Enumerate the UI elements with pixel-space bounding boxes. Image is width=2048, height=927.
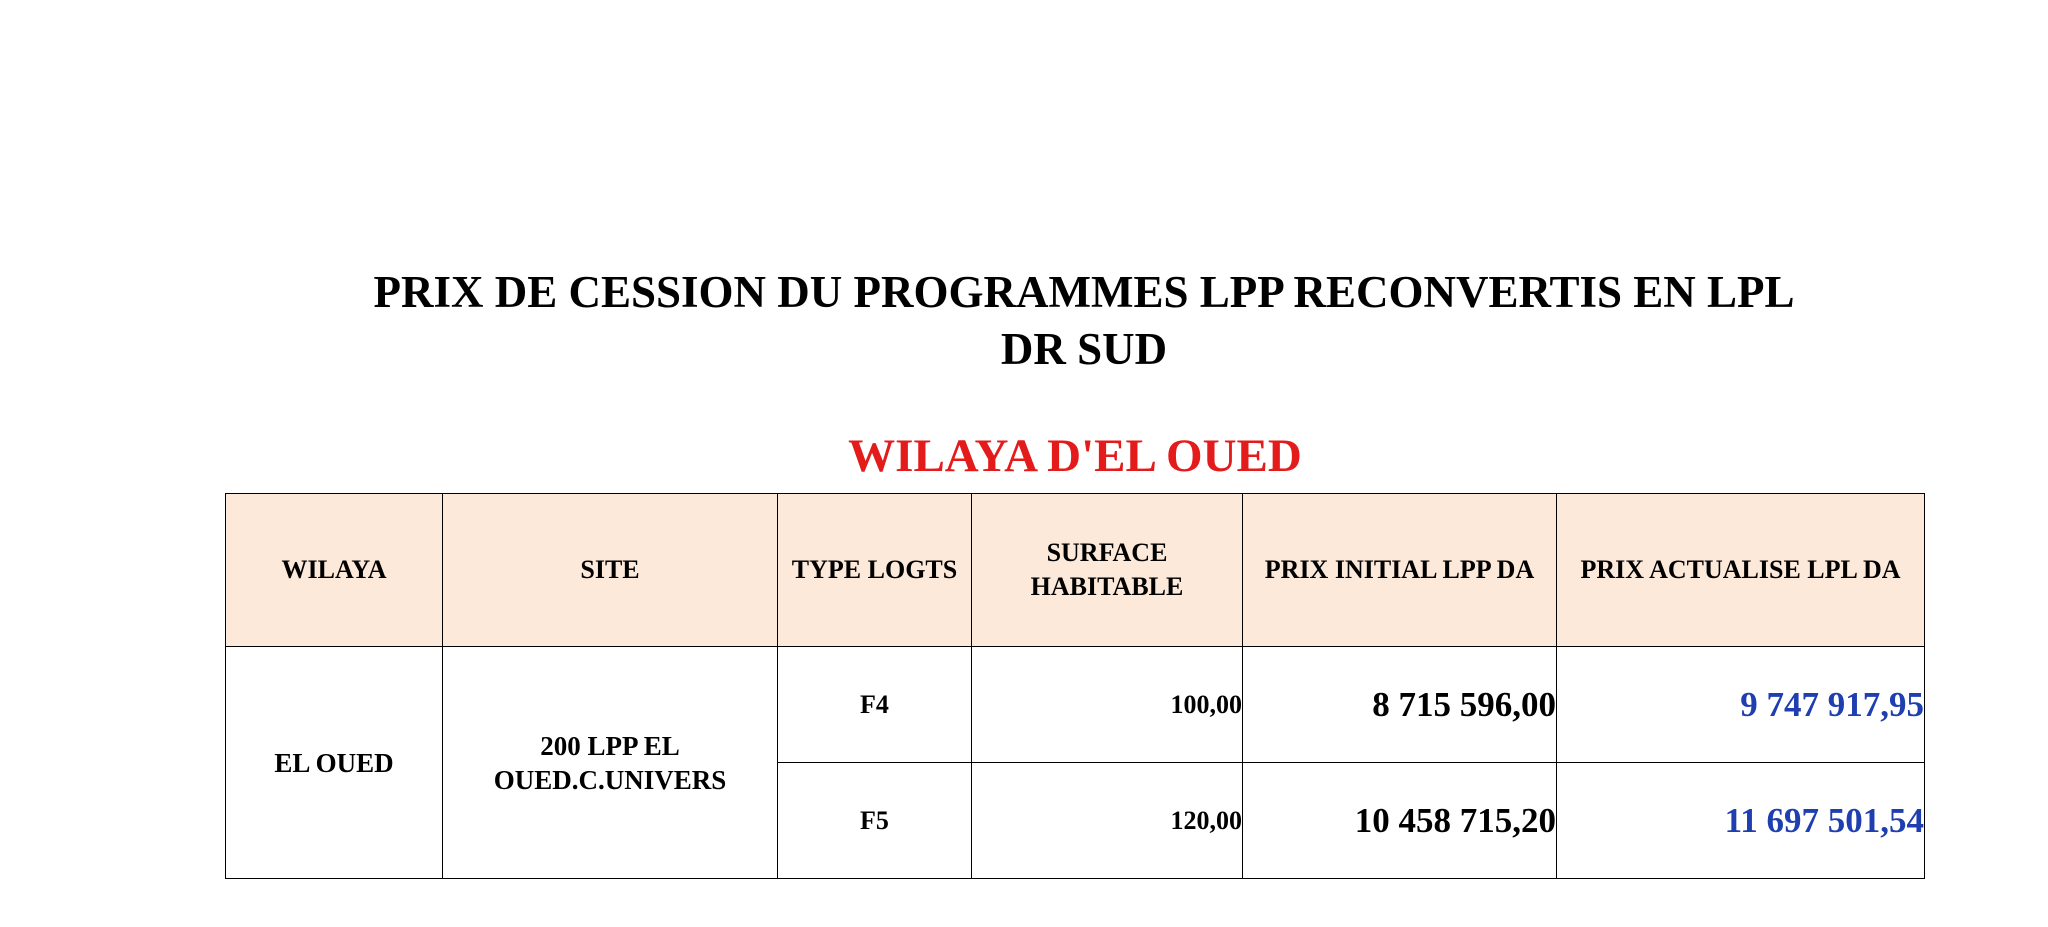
cell-type: F5	[778, 763, 972, 879]
cell-surface: 120,00	[972, 763, 1243, 879]
cell-prix-actualise: 11 697 501,54	[1557, 763, 1925, 879]
price-table	[225, 493, 1925, 879]
cell-prix-initial: 10 458 715,20	[1243, 763, 1557, 879]
header-site: SITE	[443, 494, 778, 647]
wilaya-heading: WILAYA D'EL OUED	[848, 430, 1302, 482]
cell-wilaya: EL OUED	[226, 647, 443, 879]
header-type-logts: TYPE LOGTS	[778, 494, 972, 647]
header-prix-actualise: PRIX ACTUALISE LPL DA	[1557, 494, 1925, 647]
table-row	[226, 647, 1925, 763]
cell-prix-initial: 8 715 596,00	[1243, 647, 1557, 763]
cell-site: 200 LPP EL OUED.C.UNIVERS	[443, 647, 778, 879]
cell-surface: 100,00	[972, 647, 1243, 763]
header-prix-initial: PRIX INITIAL LPP DA	[1243, 494, 1557, 647]
document-subtitle: DR SUD	[1000, 324, 1168, 374]
document-title: PRIX DE CESSION DU PROGRAMMES LPP RECONVERTIS EN LPL	[373, 267, 1795, 317]
cell-type: F4	[778, 647, 972, 763]
table-header-row	[226, 494, 1925, 647]
header-surface-habitable: SURFACE HABITABLE	[972, 494, 1243, 647]
header-wilaya: WILAYA	[226, 494, 443, 647]
cell-prix-actualise: 9 747 917,95	[1557, 647, 1925, 763]
